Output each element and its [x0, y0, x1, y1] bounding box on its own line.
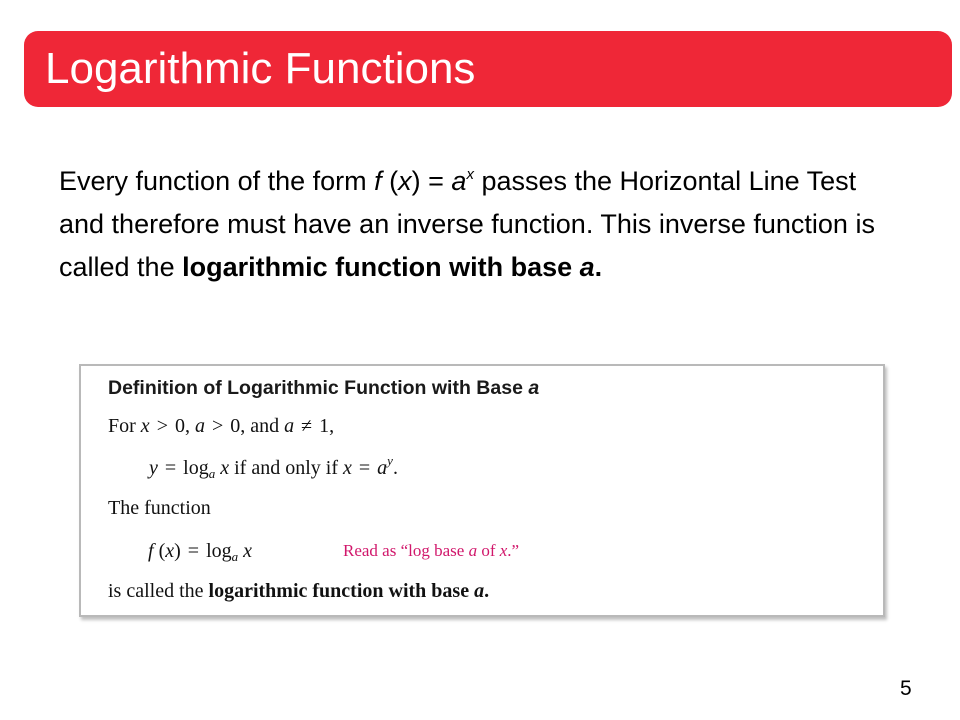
func-log: log — [206, 540, 232, 562]
cond-zero-2: 0, and — [230, 415, 285, 437]
intro-text-1: Every function of the form — [59, 166, 375, 196]
equiv-log: log — [183, 457, 209, 479]
cond-zero-1: 0, — [174, 415, 195, 437]
equiv-x-1: x — [215, 457, 230, 479]
intro-bold-term — [182, 252, 602, 282]
called-bold-a: a — [474, 580, 485, 602]
definition-heading-text: Definition of Logarithmic Function with Base — [108, 377, 529, 399]
equiv-period: . — [392, 457, 398, 479]
func-eq: = — [187, 540, 200, 562]
definition-read-as-note — [343, 541, 519, 561]
definition-formula — [148, 540, 252, 563]
equiv-x-2: x — [343, 457, 352, 479]
intro-paren-open: ( — [381, 166, 399, 196]
cond-a-1: a — [194, 415, 205, 437]
note-x: x — [499, 541, 508, 560]
cond-x: x — [140, 415, 150, 437]
intro-exponent-x: x — [466, 166, 474, 183]
intro-paren-close: ) = — [411, 166, 452, 196]
called-bold — [209, 580, 490, 602]
equiv-iff: if and only if — [229, 457, 343, 479]
note-text-1: Read as “log base — [343, 541, 469, 560]
intro-bold-a: a — [579, 252, 595, 282]
equiv-y: y — [149, 457, 158, 479]
equiv-exp-y: y — [387, 453, 393, 468]
title-bar — [24, 31, 952, 107]
definition-heading-var: a — [528, 377, 540, 399]
cond-a-2: a — [284, 415, 295, 437]
note-a: a — [468, 541, 478, 560]
func-paren-close: ) — [174, 540, 181, 562]
page-number: 5 — [900, 677, 912, 700]
definition-the-function: The function — [108, 497, 211, 519]
equiv-eq-1: = — [164, 457, 177, 479]
equiv-a: a — [377, 457, 388, 479]
intro-bold-period: . — [594, 252, 603, 282]
called-period: . — [484, 580, 490, 602]
intro-f: f — [374, 166, 382, 196]
intro-bold-text: logarithmic function with base — [182, 252, 580, 282]
cond-for: For — [108, 415, 141, 437]
definition-equivalence — [149, 453, 398, 481]
func-x-2: x — [238, 540, 253, 562]
cond-gt-1: > — [156, 415, 168, 437]
definition-called — [108, 580, 489, 603]
func-f: f — [148, 540, 154, 562]
definition-condition — [108, 415, 334, 438]
called-text: is called the — [108, 580, 209, 602]
definition-heading — [108, 377, 539, 400]
cond-one: 1, — [319, 415, 335, 437]
definition-box — [79, 364, 885, 617]
cond-gt-2: > — [211, 415, 224, 437]
intro-text-2: passes the Horizontal Line Test and therefore must have an inverse function. This inverse function is called the — [59, 166, 875, 282]
equiv-log-base: a — [208, 466, 216, 481]
note-text-3: .” — [507, 541, 520, 560]
note-text-2: of — [477, 541, 500, 560]
func-paren-open: ( — [153, 540, 166, 562]
slide-title: Logarithmic Functions — [45, 44, 476, 93]
called-bold-text: logarithmic function with base — [208, 580, 475, 602]
intro-x: x — [398, 166, 412, 196]
func-log-base: a — [231, 549, 239, 564]
cond-not-equal: ≠ — [301, 415, 313, 437]
intro-base-a: a — [451, 166, 467, 196]
intro-paragraph — [59, 160, 879, 289]
func-x: x — [165, 540, 175, 562]
equiv-eq-2: = — [358, 457, 371, 479]
